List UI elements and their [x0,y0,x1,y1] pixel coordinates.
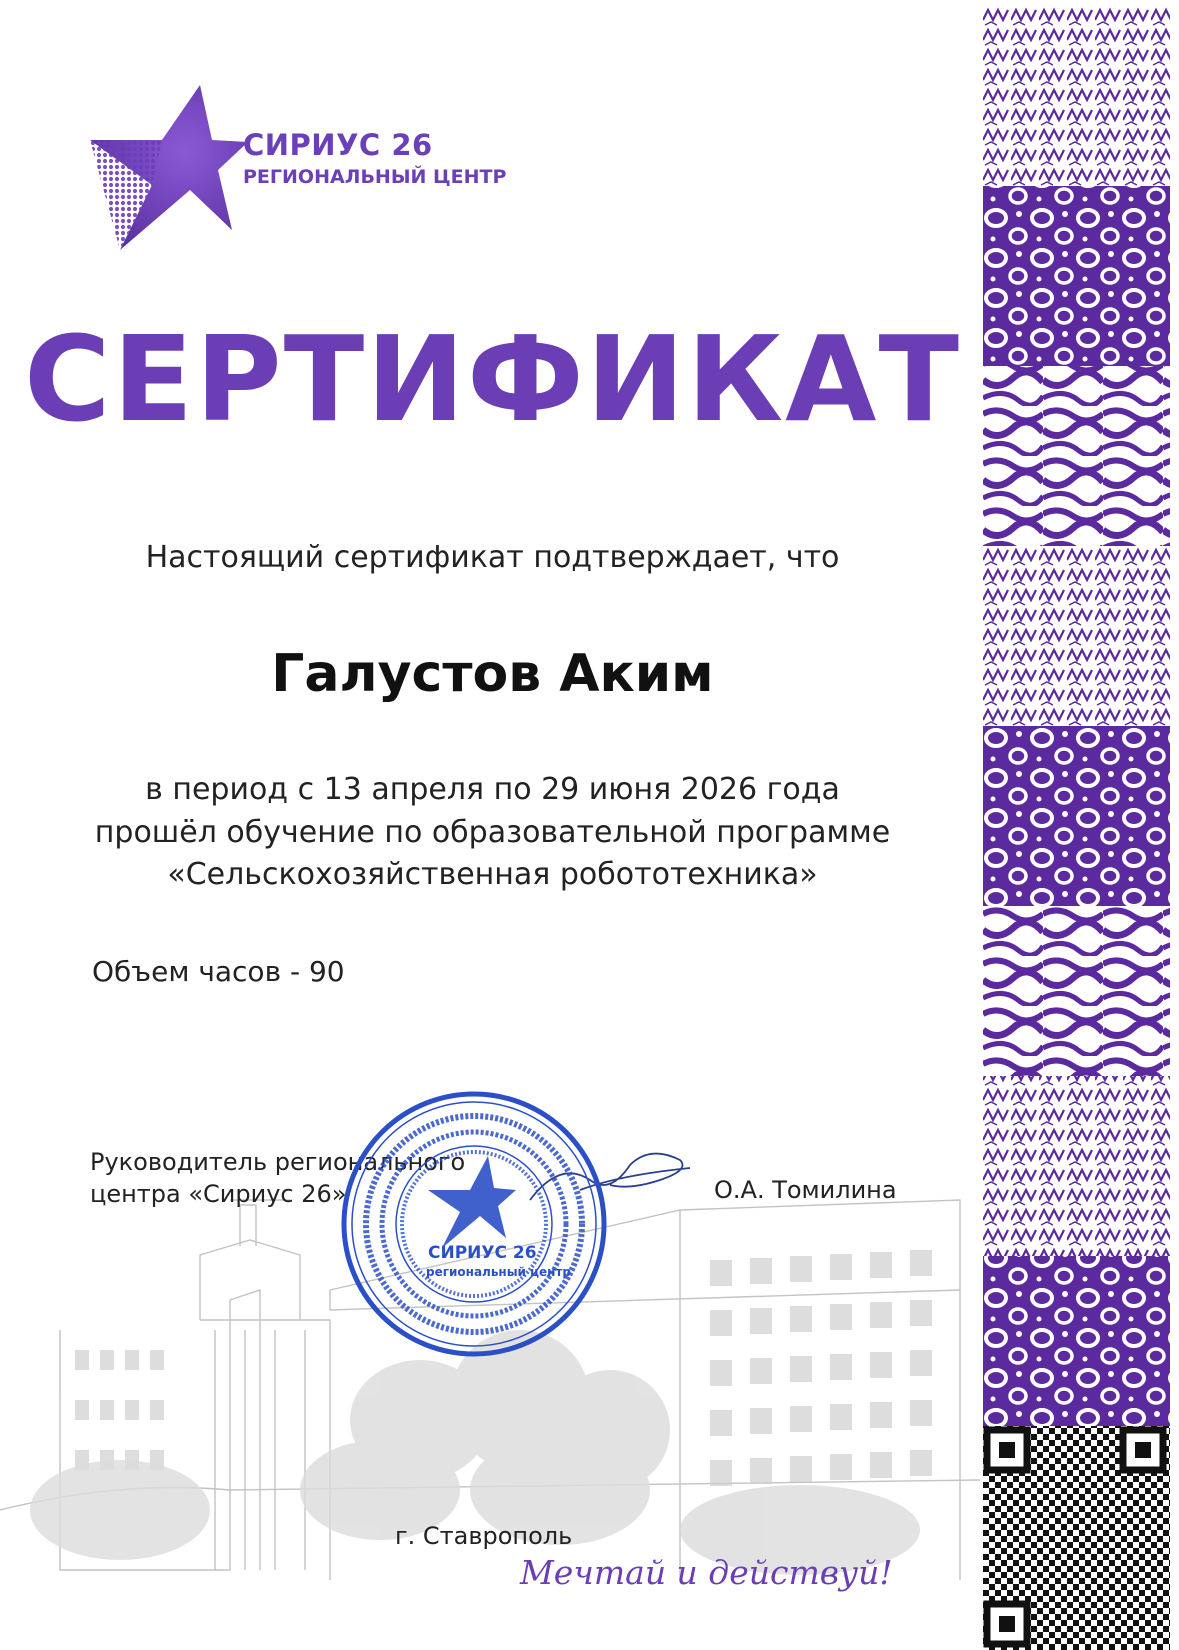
program-intro-text: прошёл обучение по образовательной программе [94,815,891,850]
city-text: г. Ставрополь [395,1522,573,1550]
slogan-text: Мечтай и действуй! [520,1553,893,1592]
stamp-title: СИРИУС 26 [428,1243,537,1263]
qr-code[interactable] [983,1426,1170,1650]
program-name: «Сельскохозяйственная робототехника» [167,857,818,892]
stamp-subtitle: региональный центр [426,1265,572,1279]
logo-subtitle: РЕГИОНАЛЬНЫЙ ЦЕНТР [243,166,507,188]
recipient-name: Галустов Аким [271,644,714,704]
official-stamp-seal [338,1088,610,1360]
period-text: в период с 13 апреля по 29 июня 2026 года [145,772,840,807]
signatory-name: О.А. Томилина [714,1176,897,1204]
sirius-star-logo-icon [90,80,250,260]
certificate-title: СЕРТИФИКАТ [24,310,961,448]
confirmation-text: Настоящий сертификат подтверждает, что [145,540,840,575]
decorative-pattern-strip [983,6,1170,1650]
hours-text: Объем часов - 90 [92,955,345,988]
signatory-role-line2: центра «Сириус 26» [90,1180,347,1208]
signatory-role-line1: Руководитель регионального [90,1148,466,1176]
logo-title: СИРИУС 26 [243,128,433,162]
